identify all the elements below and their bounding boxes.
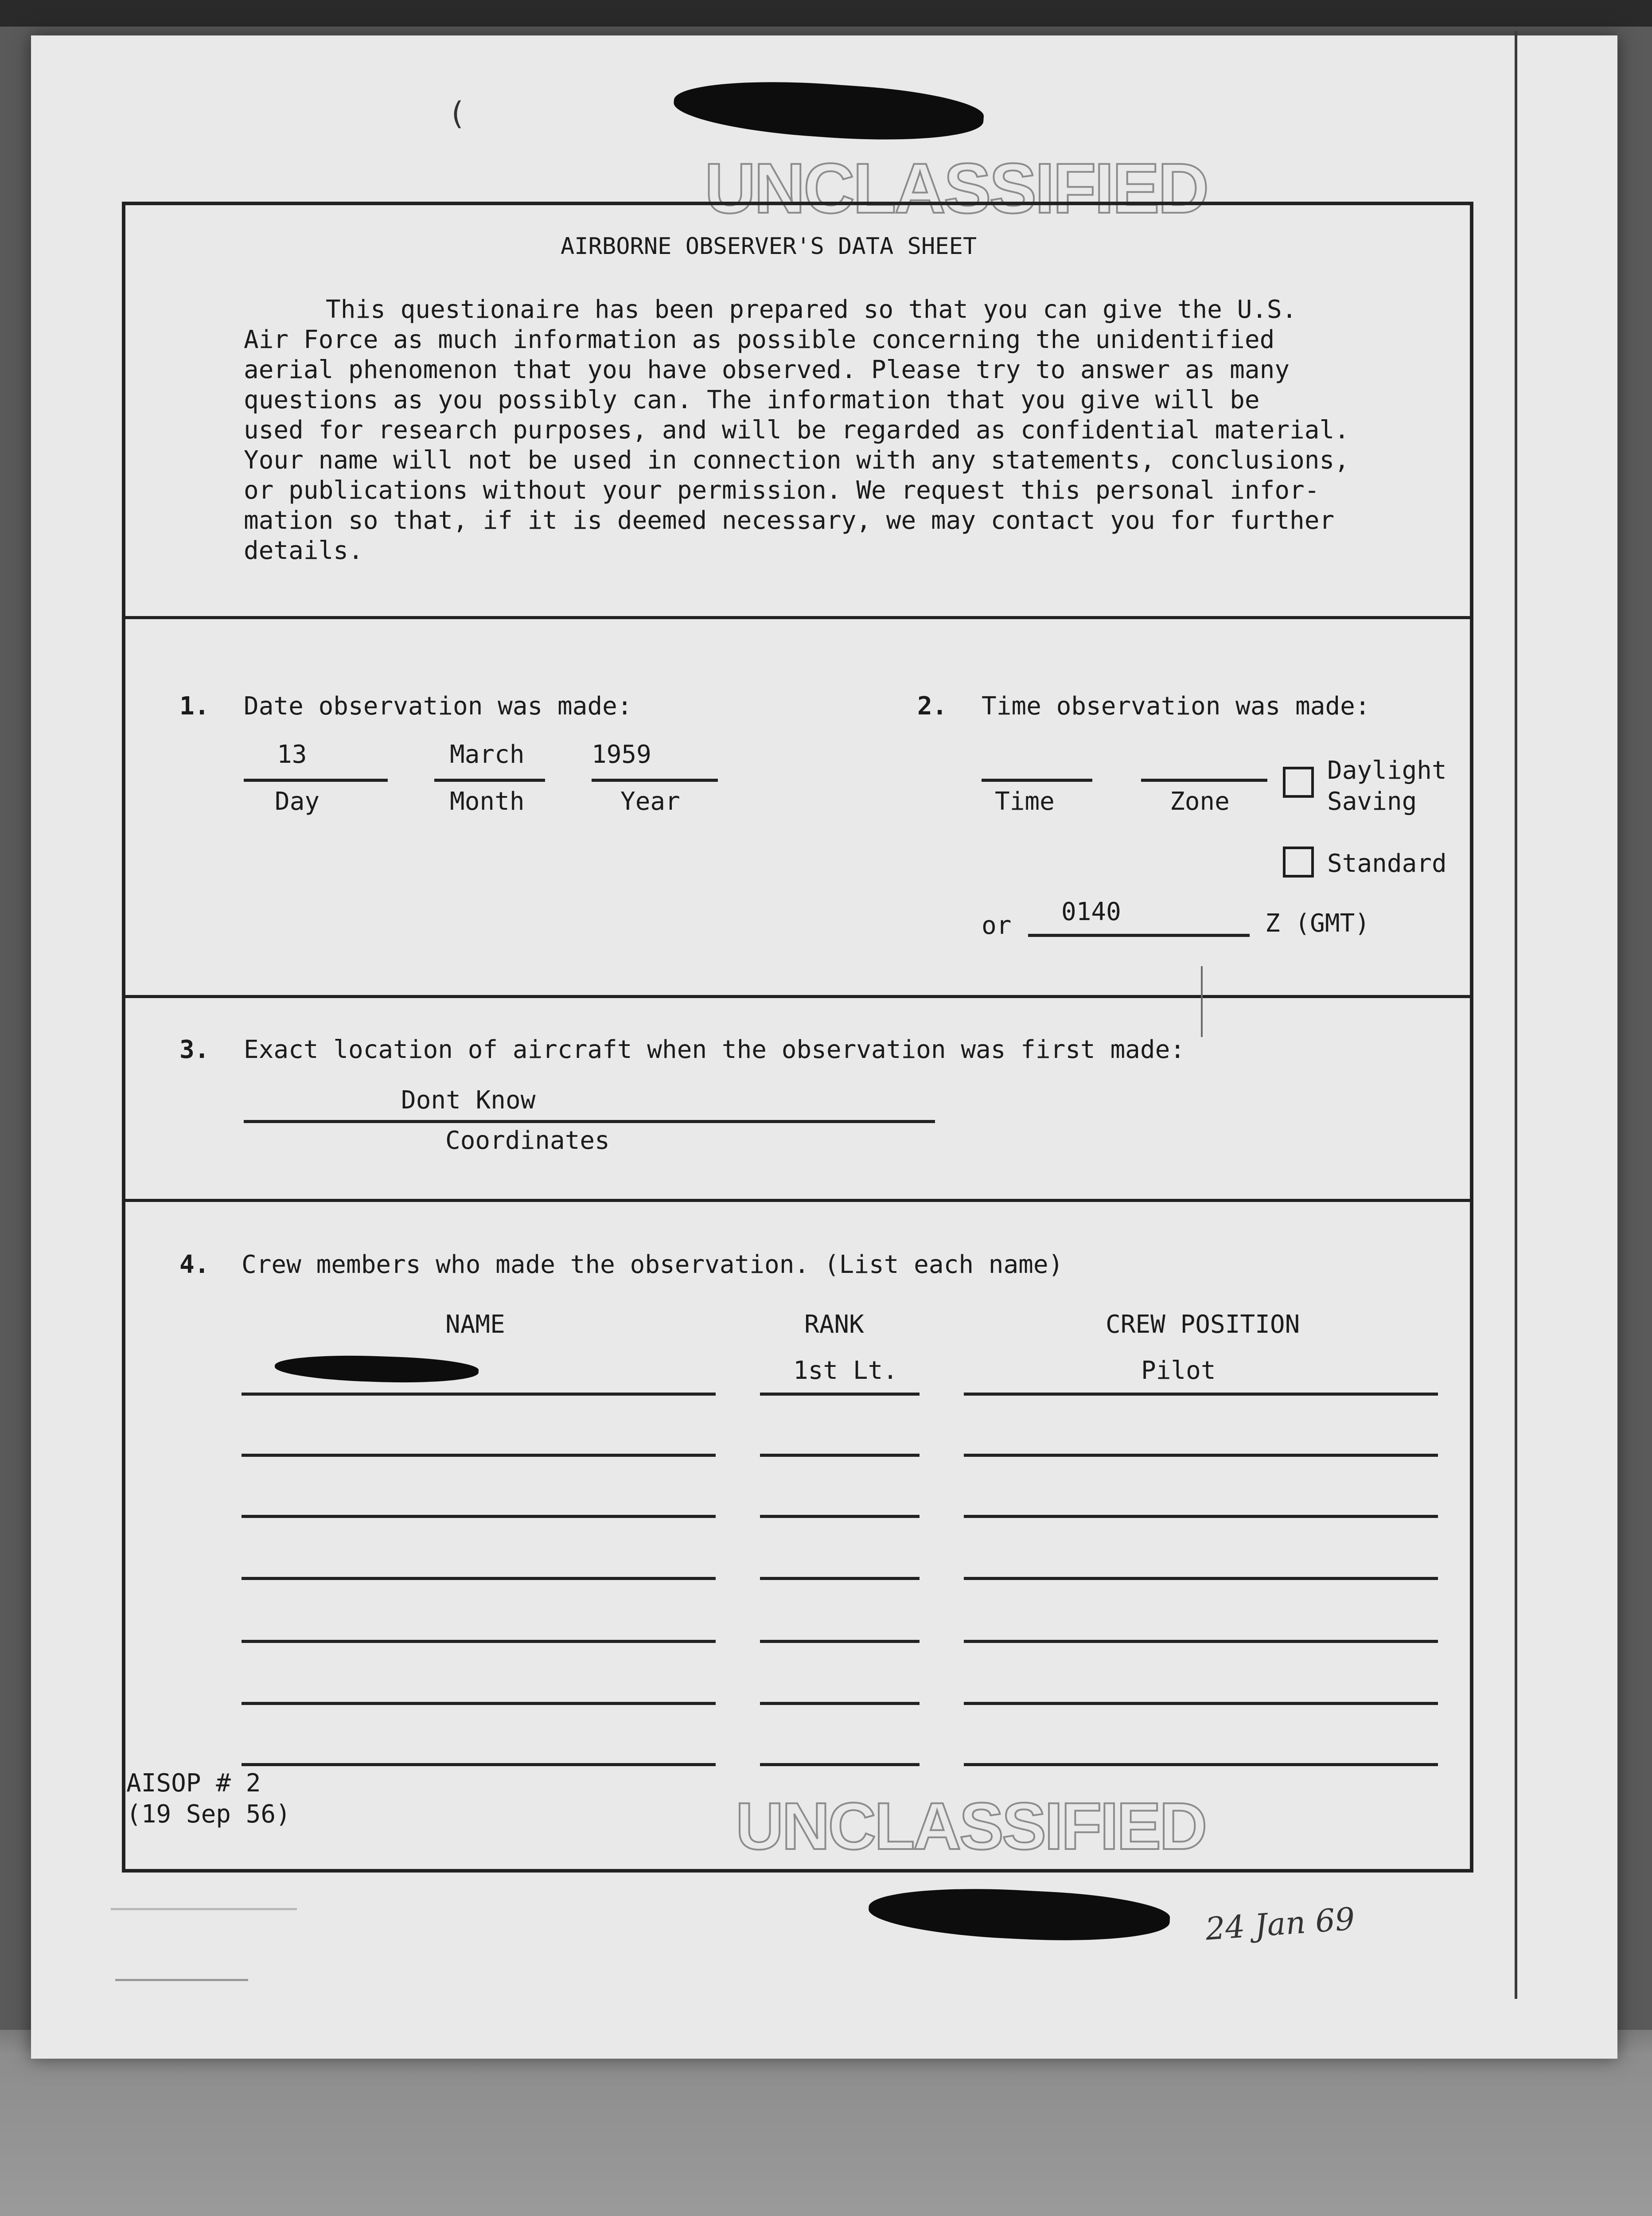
intro-line: Your name will not be used in connection with any statements, conclusions, (244, 446, 1349, 475)
q2-zone-line (1141, 779, 1267, 782)
crew-name-line (242, 1640, 716, 1643)
q3-coordinates-label: Coordinates (445, 1126, 610, 1155)
crew-rank-line (760, 1702, 920, 1705)
crew-rank-line (760, 1640, 920, 1643)
section-divider (122, 995, 1473, 998)
form-title: AIRBORNE OBSERVER'S DATA SHEET (561, 233, 977, 260)
crew-rank-line (760, 1454, 920, 1457)
q2-or-label: or (982, 911, 1012, 940)
crew-position-line (964, 1640, 1438, 1643)
q2-time-line (982, 779, 1092, 782)
q1-month-line (434, 779, 545, 782)
q3-location-line (244, 1120, 935, 1123)
q2-label: Time observation was made: (982, 692, 1370, 721)
smudge (111, 1908, 297, 1910)
daylight-saving-checkbox[interactable] (1283, 767, 1314, 798)
crew-rank-line (760, 1577, 920, 1580)
q1-month-value: March (450, 740, 525, 769)
intro-line: mation so that, if it is deemed necessary, we may contact you for further (244, 506, 1335, 535)
margin-rule (1515, 31, 1517, 1999)
crew-position-line (964, 1454, 1438, 1457)
q4-number: 4. (179, 1250, 210, 1279)
smudge (115, 1979, 248, 1981)
intro-line: Air Force as much information as possible concerning the unidentified (244, 325, 1275, 354)
film-lower-area (0, 2056, 1652, 2216)
q1-day-label: Day (275, 787, 320, 816)
q1-year-line (592, 779, 718, 782)
q4-label: Crew members who made the observation. (List each name) (242, 1250, 1064, 1279)
q2-zone-label: Zone (1170, 787, 1230, 816)
q3-label: Exact location of aircraft when the observation was first made: (244, 1035, 1185, 1064)
section-divider (122, 616, 1473, 619)
crew-name-line (242, 1577, 716, 1580)
stamp-unclassified-top: UNCLASSIFIED (705, 148, 1208, 228)
intro-line: used for research purposes, and will be regarded as confidential material. (244, 416, 1349, 445)
q1-label: Date observation was made: (244, 692, 632, 721)
crew-position-line (964, 1702, 1438, 1705)
q2-number: 2. (917, 692, 947, 721)
col-header-position: CREW POSITION (1106, 1310, 1300, 1339)
standard-label: Standard (1327, 849, 1447, 878)
q1-month-label: Month (450, 787, 525, 816)
crew-position-line (964, 1763, 1438, 1766)
col-header-name: NAME (445, 1310, 505, 1339)
crew-position-line (964, 1393, 1438, 1396)
crew-name-line (242, 1763, 716, 1766)
crew-name-line (242, 1515, 716, 1518)
crew-name-line (242, 1702, 716, 1705)
q2-gmt-value: 0140 (1061, 897, 1121, 926)
crew-rank-cell: 1st Lt. (793, 1356, 898, 1385)
form-date: (19 Sep 56) (126, 1800, 291, 1829)
form-id: AISOP # 2 (126, 1769, 261, 1798)
q1-day-value: 13 (277, 740, 307, 769)
crew-rank-line (760, 1515, 920, 1518)
intro-line: or publications without your permission. We request this personal infor- (244, 476, 1320, 505)
standard-checkbox[interactable] (1283, 847, 1314, 878)
fold-mark (1201, 966, 1203, 1037)
q1-year-value: 1959 (592, 740, 651, 769)
stamp-unclassified-bottom: UNCLASSIFIED (736, 1789, 1206, 1863)
q2-gmt-label: Z (GMT) (1265, 909, 1370, 938)
stray-mark: ( (448, 95, 467, 132)
daylight-label-2: Saving (1327, 787, 1417, 816)
q1-number: 1. (179, 692, 210, 721)
intro-paragraph (244, 295, 1440, 566)
crew-position-line (964, 1577, 1438, 1580)
intro-line: This questionaire has been prepared so that you can give the U.S. (326, 295, 1297, 324)
q2-gmt-line (1028, 934, 1250, 937)
section-divider (122, 1199, 1473, 1202)
crew-name-line (242, 1393, 716, 1396)
q3-number: 3. (179, 1035, 210, 1064)
q1-day-line (244, 779, 388, 782)
film-top-edge (0, 0, 1652, 27)
col-header-rank: RANK (804, 1310, 864, 1339)
crew-rank-line (760, 1393, 920, 1396)
q3-location-value: Dont Know (401, 1086, 536, 1115)
daylight-label-1: Daylight (1327, 756, 1447, 785)
crew-rank-line (760, 1763, 920, 1766)
crew-position-line (964, 1515, 1438, 1518)
crew-name-line (242, 1454, 716, 1457)
intro-line: details. (244, 536, 363, 565)
handwritten-date: 24 Jan 69 (1204, 1900, 1356, 1947)
q2-time-label: Time (995, 787, 1055, 816)
intro-line: aerial phenomenon that you have observed. Please try to answer as many (244, 355, 1290, 384)
q1-year-label: Year (620, 787, 680, 816)
crew-position-cell: Pilot (1141, 1356, 1216, 1385)
intro-line: questions as you possibly can. The information that you give will be (244, 386, 1260, 414)
